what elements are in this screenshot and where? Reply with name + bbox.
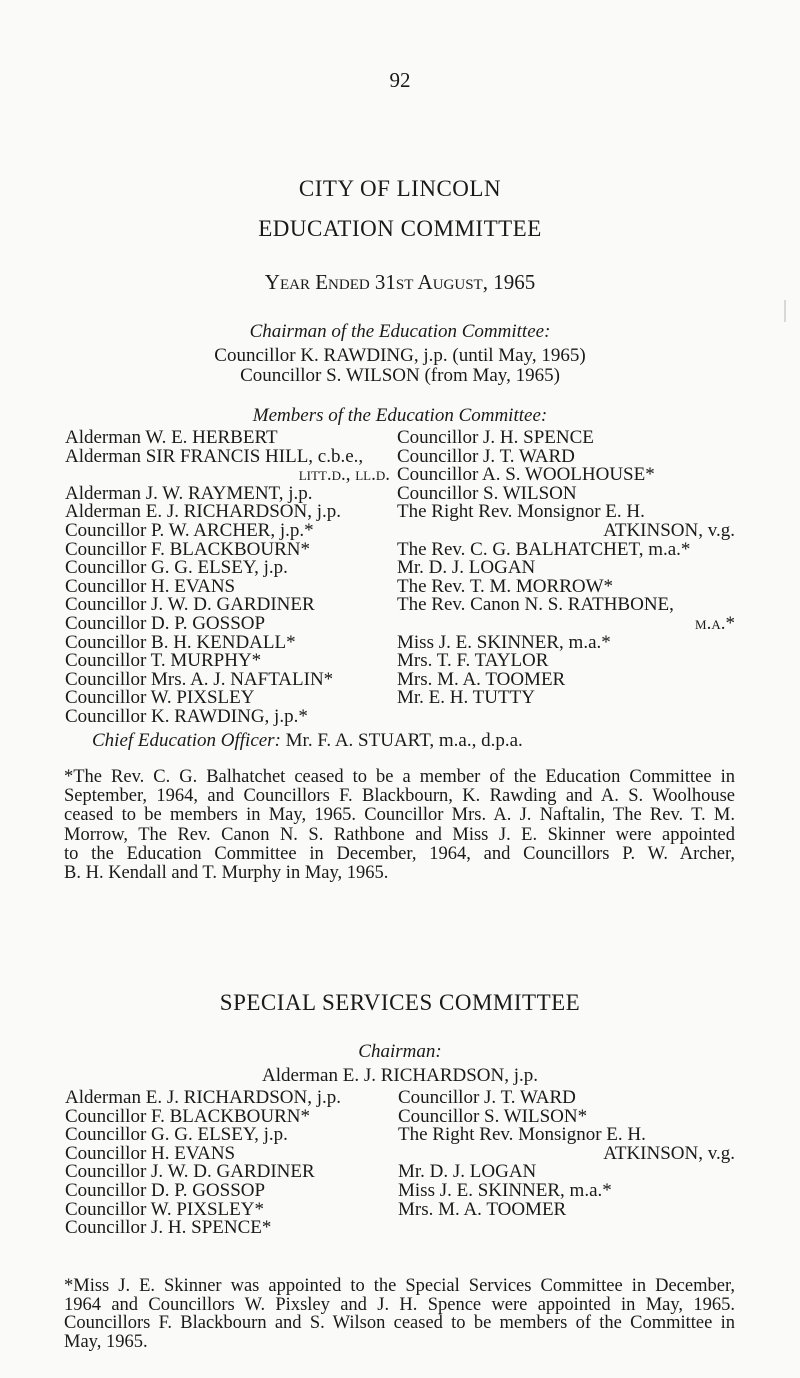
- member-left: Councillor K. RAWDING, j.p.*: [65, 705, 308, 727]
- special-services-footnote: [64, 1277, 735, 1351]
- member-left: Councillor D. P. GOSSOP: [65, 612, 266, 634]
- member-right: Mr. D. J. LOGAN: [397, 557, 536, 579]
- special-member-right: Miss J. E. SKINNER, m.a.*: [398, 1179, 612, 1201]
- member-left: Councillor W. PIXSLEY: [65, 687, 255, 709]
- members-left-column: [65, 429, 390, 727]
- footnote-line: Councillors F. Blackbourn and S. Wilson ceased to be members of the Committee in: [64, 1313, 735, 1333]
- special-services-title: SPECIAL SERVICES COMMITTEE: [219, 990, 581, 1015]
- member-right-cont: ATKINSON, v.g.: [603, 519, 735, 541]
- member-right: Mrs. T. F. TAYLOR: [397, 650, 549, 672]
- special-member-left: Alderman E. J. RICHARDSON, j.p.: [65, 1087, 342, 1108]
- page-number: 92: [389, 68, 411, 92]
- member-right: The Right Rev. Monsignor E. H.: [397, 501, 645, 523]
- member-left: Councillor B. H. KENDALL*: [65, 631, 296, 653]
- education-committee-footnote: [64, 768, 735, 883]
- city-title: CITY OF LINCOLN: [298, 176, 502, 201]
- member-left: Councillor P. W. ARCHER, j.p.*: [65, 519, 314, 541]
- special-member-left: Councillor G. G. ELSEY, j.p.: [65, 1124, 288, 1146]
- chairman-line-1: Councillor K. RAWDING, j.p. (until May, 1965): [214, 345, 586, 366]
- member-left: Councillor Mrs. A. J. NAFTALIN*: [65, 668, 334, 690]
- year-heading: Year Ended 31st August, 1965: [264, 270, 536, 294]
- footnote-line: to the Education Committee in December, 1964, and Councillors P. W. Archer,: [64, 843, 735, 864]
- special-member-left: Councillor J. W. D. GARDINER: [65, 1161, 315, 1183]
- footnote-line: 1964 and Councillors W. Pixsley and J. H. Spence were appointed in May, 1965.: [64, 1294, 735, 1315]
- member-right: Councillor J. H. SPENCE: [397, 427, 594, 448]
- special-member-left: Councillor H. EVANS: [65, 1142, 236, 1164]
- special-member-left: Councillor D. P. GOSSOP: [65, 1179, 266, 1201]
- special-right-column: [398, 1089, 735, 1219]
- member-left: Alderman W. E. HERBERT: [65, 427, 278, 448]
- special-member-right: Mrs. M. A. TOOMER: [398, 1198, 567, 1220]
- footnote-line: May, 1965.: [64, 1331, 148, 1352]
- member-left-cont: litt.d., ll.d.: [298, 464, 390, 486]
- footnote-line: *Miss J. E. Skinner was appointed to the Special Services Committee in December,: [64, 1276, 735, 1296]
- member-left: Councillor T. MURPHY*: [65, 650, 262, 672]
- special-member-right: Mr. D. J. LOGAN: [398, 1161, 537, 1183]
- special-member-right: Councillor S. WILSON*: [398, 1105, 588, 1127]
- footnote-line: B. H. Kendall and T. Murphy in May, 1965.: [64, 863, 389, 884]
- member-right: Councillor A. S. WOOLHOUSE*: [397, 464, 655, 486]
- special-chairman-heading: Chairman:: [358, 1041, 442, 1062]
- chairman-heading: Chairman of the Education Committee:: [249, 321, 551, 342]
- chief-education-officer: [92, 730, 523, 752]
- member-left: Alderman E. J. RICHARDSON, j.p.: [65, 501, 342, 523]
- member-right: Mr. E. H. TUTTY: [397, 687, 535, 709]
- member-right: Miss J. E. SKINNER, m.a.*: [397, 631, 611, 653]
- chief-officer-label: Chief Education Officer:: [92, 730, 281, 751]
- special-member-left: Councillor J. H. SPENCE*: [65, 1217, 272, 1239]
- special-left-column: [65, 1089, 395, 1238]
- footnote-line: Morrow, The Rev. Canon N. S. Rathbone and Miss J. E. Skinner were appointed: [64, 824, 735, 845]
- member-left: Councillor G. G. ELSEY, j.p.: [65, 557, 288, 579]
- special-member-right: The Right Rev. Monsignor E. H.: [398, 1124, 646, 1146]
- special-member-right: Councillor J. T. WARD: [398, 1087, 576, 1108]
- members-right-column: [397, 429, 735, 708]
- scan-mark: [784, 300, 786, 322]
- member-right: Councillor J. T. WARD: [397, 445, 575, 467]
- footnote-line: ceased to be members in May, 1965. Councillor Mrs. A. J. Naftalin, The Rev. T. M.: [64, 805, 735, 826]
- member-left: Councillor F. BLACKBOURN*: [65, 538, 310, 560]
- member-right-cont: m.a.*: [695, 612, 735, 634]
- footnote-line: *The Rev. C. G. Balhatchet ceased to be a member of the Education Committee in: [64, 767, 735, 787]
- special-chairman: Alderman E. J. RICHARDSON, j.p.: [261, 1065, 539, 1086]
- footnote-line: September, 1964, and Councillors F. Blackbourn, K. Rawding and A. S. Woolhouse: [64, 786, 735, 807]
- chairman-line-2: Councillor S. WILSON (from May, 1965): [240, 365, 560, 386]
- member-right: Mrs. M. A. TOOMER: [397, 668, 566, 690]
- member-left: Councillor H. EVANS: [65, 575, 236, 597]
- member-right: The Rev. C. G. BALHATCHET, m.a.*: [397, 538, 691, 560]
- member-right: The Rev. Canon N. S. RATHBONE,: [397, 594, 674, 616]
- member-left: Alderman J. W. RAYMENT, j.p.: [65, 482, 313, 504]
- member-right: The Rev. T. M. MORROW*: [397, 575, 614, 597]
- committee-title: EDUCATION COMMITTEE: [258, 216, 542, 241]
- special-member-left: Councillor F. BLACKBOURN*: [65, 1105, 310, 1127]
- special-member-right-cont: ATKINSON, v.g.: [603, 1142, 735, 1164]
- member-right: Councillor S. WILSON: [397, 482, 577, 504]
- chief-officer-name: Mr. F. A. STUART, m.a., d.p.a.: [285, 730, 523, 751]
- members-heading: Members of the Education Committee:: [252, 405, 548, 426]
- member-left: Councillor J. W. D. GARDINER: [65, 594, 315, 616]
- special-member-left: Councillor W. PIXSLEY*: [65, 1198, 264, 1220]
- member-left: Alderman SIR FRANCIS HILL, c.b.e.,: [65, 445, 364, 467]
